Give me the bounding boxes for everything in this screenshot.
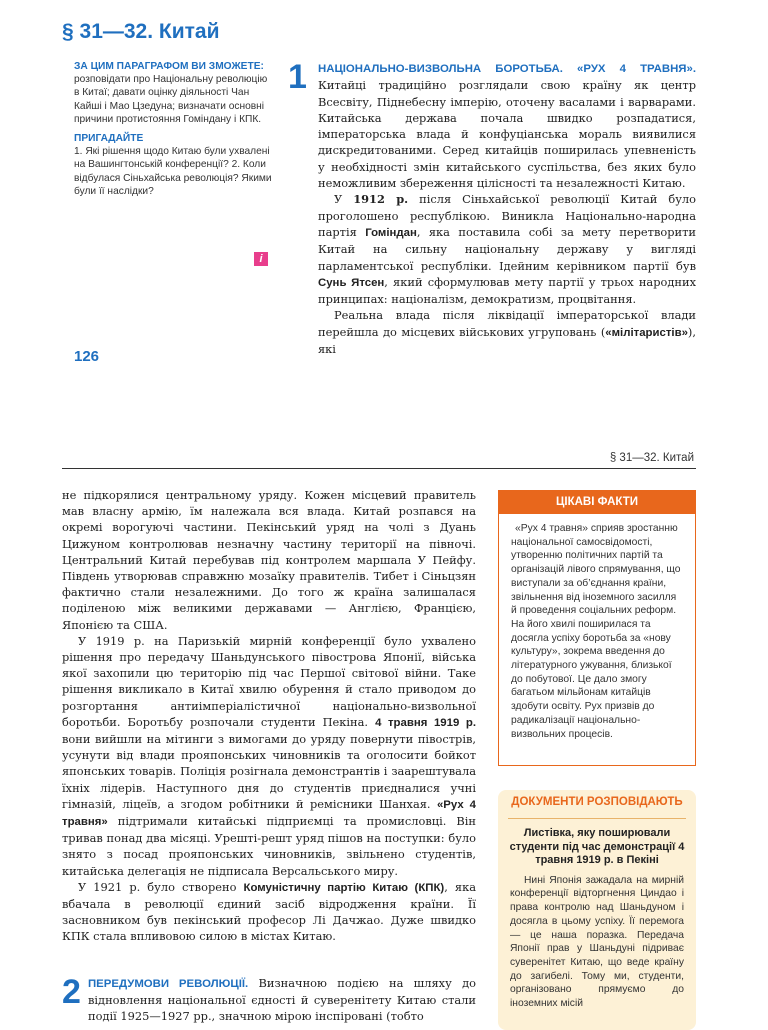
- main-p2: [62, 633, 476, 879]
- recall-text: 1. Які рішення щодо Китаю були ухвалені на Вашингтонській конференції? 2. Коли відбулася Сіньхайська революція? Якими були її наслідки?: [74, 146, 272, 197]
- bold-term: «мілітаристів»: [605, 326, 688, 339]
- bold-term: Комуністичну партію Китаю (КПК): [243, 881, 445, 894]
- documents-heading: ДОКУМЕНТИ РОЗПОВІДАЮТЬ: [511, 796, 683, 808]
- section-2-heading: ПЕРЕДУМОВИ РЕВОЛЮЦІЇ.: [88, 978, 249, 990]
- bold-term: «Рух 4 травня»: [62, 798, 476, 829]
- running-header: § 31—32. Китай: [609, 452, 694, 464]
- text-run: Реальна влада після ліквідації імператорської влади перейшла до місцевих військових угруповань (: [318, 308, 696, 339]
- text-run: вони вийшли на мітинги з вимогами до уряду повернути півострів, усунути від влади прояпонських чиновників та оголосити бойкот японських товарів. Поліція розігнала демонстрантів і заарештувала їхніх лідерів. Наступного дня до студентів приєдналися учні гімназій, ліцеїв, а згодом робітники й ремісники Шанхая.: [62, 732, 476, 811]
- text-run: У 1919 р. на Паризькій мирній конференції було ухвалено рішення про передачу Шаньдунського півострова Японії, війська якої захопили цю територію під час Першої світової війни. Таке рішення викликало в Китаї хвилю обурення й стало приводом до розгортання антиімперіалістичної національно-визвольної боротьби. Боротьбу розпочали студенти Пекіна.: [62, 633, 476, 729]
- text-run: , яка поставила собі за мету перетворити Китай на сильну національну державу у вигляді парламентської республіки. Ідейним керівником партії був: [318, 224, 696, 273]
- info-icon[interactable]: i: [254, 252, 268, 266]
- bold-date: 1912 р.: [353, 192, 409, 207]
- bold-date: 4 травня 1919 р.: [375, 716, 476, 729]
- facts-box: [498, 490, 696, 766]
- documents-subtitle: Листівка, яку поширювали студенти під час демонстрації 4 травня 1919 р. в Пекіні: [509, 827, 685, 867]
- section-1-text: [318, 60, 696, 357]
- text-run: ), які: [318, 324, 696, 357]
- page-title: § 31—32. Китай: [62, 20, 220, 43]
- main-p1: не підкорялися центральному уряду. Кожен місцевий правитель мав власну армію, їм належала вся влада. Китай розпався на окремі ворогуючі частини. Пекінський уряд на чолі з Дуань Цижуном контролював незначну частину території на півночі. Центральний Китай перебував під контролем маршала У Пейфу. Південь утворював справжню мозаїку правителів. Тибет і Сіньцзян фактично стали незалежними. До того ж країна залишалася поділеною між великими державами — Англією, Францією, Японією та США.: [62, 488, 476, 632]
- text-run: , який сформулював мету партії у трьох народних принципах: націоналізм, демократизм, процвітання.: [318, 274, 696, 307]
- recall-heading: ПРИГАДАЙТЕ: [74, 133, 144, 145]
- bold-term: Гоміндан: [365, 226, 417, 239]
- facts-text: «Рух 4 травня» сприяв зростанню національної самосвідомості, утворенню політичних партій та організацій лівого спрямування, що виступали за об’єднання країни, звільнення від іноземного засилля й проведення соціальних реформ. На його хвилі поширилася та досягла успіху боротьба за «нову культуру», зокрема введення до літературного ужування, близької до побутової. Це дало змогу багатьом мільйонам китайців здобути освіту. Рух призвів до радикалізації національно-визвольних процесів.: [511, 523, 681, 740]
- section-1-number: 1: [288, 58, 307, 96]
- documents-box: [498, 790, 696, 1030]
- section-1-heading: НАЦІОНАЛЬНО-ВИЗВОЛЬНА БОРОТЬБА. «РУХ 4 ТРАВНЯ».: [318, 63, 696, 75]
- text-run: , яка вбачала в революції єдиний засіб відродження країни. Її засновником був пекінський професор Лі Дачжао. Дуже швидко КПК стала впливовою силою в містах Китаю.: [62, 879, 477, 944]
- goals-text: розповідати про Національну революцію в Китаї; давати оцінку діяльності Чан Кайші і Мао Цзедуна; визначати основні причини протистояння Гоміндану і КПК.: [74, 74, 268, 125]
- main-p3: [62, 879, 476, 945]
- text-run: У 1921 р. було створено: [78, 879, 244, 894]
- section-2-text: [88, 975, 476, 1025]
- text-run: У: [334, 192, 354, 207]
- facts-heading: ЦІКАВІ ФАКТИ: [499, 491, 695, 514]
- text-run: підтримали китайські підприємці та промисловці. Він тривав понад два місяці. Урешті-решт уряд пішов на поступки: було знято з посад прояпонських чиновників, звільнено студентів, китайська делегація не підписала Версальського миру.: [62, 814, 476, 878]
- goals-heading: ЗА ЦИМ ПАРАГРАФОМ ВИ ЗМОЖЕТЕ:: [74, 61, 264, 72]
- section-2-body: Визначною подією на шляху до відновлення національної єдності й суверенітету Китаю стали події 1925—1927 рр., значною мірою інспіровані (тобто: [88, 976, 476, 1024]
- text-run: після Сіньхайської революції Китай було проголошено республікою. Виникла Національно-народна партія: [318, 192, 696, 239]
- section-1-p1: Китайці традиційно розглядали свою країну як центр Всесвіту, Піднебесну імперію, оточену васалами і варварами. Китайська держава почала швидко розпадатися, імператорська влада й конфуціанська мораль виявилися дискредитованими. Серед китайців поширилась упевненість у необхідності змін китайського суспільства, без яких було неможливим збереження цілісності та незалежності Китаю.: [318, 78, 696, 191]
- main-text: [62, 487, 476, 945]
- bold-term: Сунь Ятсен: [318, 276, 385, 289]
- page-number: 126: [74, 348, 100, 365]
- header-divider: [62, 468, 696, 469]
- aside-goals: [74, 60, 272, 198]
- documents-text: Нині Японія зажадала на мирній конференції відторгнення Циндао і права контролю над Шаньдуном і досягла в цьому успіху. Її перемога — це наша поразка. Передача Японії прав у Шаньдуні підриває суверенітет Китаю, що веде країну до загибелі. Тому ми, студенти, організовано прямуємо до іноземних місій: [510, 874, 684, 1010]
- section-2-number: 2: [62, 973, 81, 1011]
